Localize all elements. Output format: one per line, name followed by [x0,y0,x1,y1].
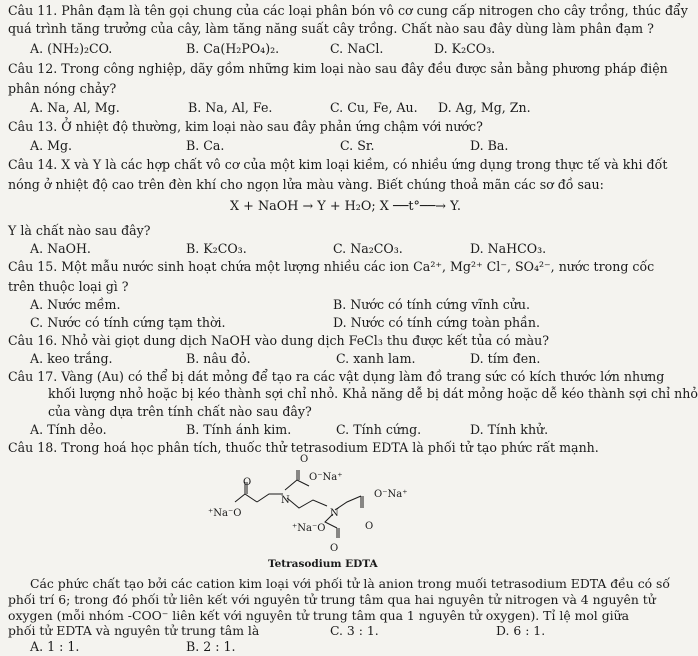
q13-option-d: D. Ba. [470,138,509,153]
atom-o-top: O [300,454,309,465]
q16-option-c: C. xanh lam. [336,351,416,366]
q14-stem-line1: Câu 14. X và Y là các hợp chất vô cơ của một kim loại kiềm, có nhiều ứng dụng trong thực tế và khi đốt [8,157,668,172]
q16-option-d: D. tím đen. [470,351,541,366]
q14-option-c: C. Na₂CO₃. [333,241,403,256]
q18-stem: Câu 18. Trong hoá học phân tích, thuốc thử tetrasodium EDTA là phối tử tạo phức rất mạnh. [8,440,599,455]
q17-stem-line3: của vàng dựa trên tính chất nào sau đây? [48,404,312,419]
q18-para-line2: phối trí 6; trong đó phối tử liên kết với nguyên tử trung tâm qua hai nguyên tử nitrogen và 4 nguyên tử [8,592,656,607]
q13-option-a: A. Mg. [30,138,73,153]
q17-option-b: B. Tính ánh kim. [186,422,292,437]
q15-stem-line1: Câu 15. Một mẫu nước sinh hoạt chứa một lượng nhiều các ion Ca²⁺, Mg²⁺ Cl⁻, SO₄²⁻, nước trong cốc [8,259,655,274]
q18-para-line4: phối tử EDTA và nguyên tử trung tâm là [8,623,260,638]
q12-option-b: B. Na, Al, Fe. [188,100,273,115]
q14-question: Y là chất nào sau đây? [8,223,151,238]
q17-option-a: A. Tính dẻo. [30,422,107,437]
atom-ona-right: O⁻Na⁺ [374,489,408,500]
q11-stem-line2: quá trình tăng trưởng của cây, làm tăng năng suất cây trồng. Chất nào sau đây dùng làm phân đạm ? [8,21,654,36]
q15-stem-line2: trên thuộc loại gì ? [8,279,129,294]
q16-option-b: B. nâu đỏ. [186,351,251,366]
q18-option-c: C. 3 : 1. [330,623,379,638]
q15-option-c: C. Nước có tính cứng tạm thời. [30,315,226,330]
q13-option-b: B. Ca. [186,138,225,153]
atom-nao-left: ⁺Na⁻O [208,508,242,519]
atom-ona-top: O⁻Na⁺ [309,472,343,483]
q13-stem: Câu 13. Ở nhiệt độ thường, kim loại nào sau đây phản ứng chậm với nước? [8,119,483,134]
q15-option-d: D. Nước có tính cứng toàn phần. [333,315,540,330]
q14-option-a: A. NaOH. [30,241,91,256]
q16-stem: Câu 16. Nhỏ vài giọt dung dịch NaOH vào dung dịch FeCl₃ thu được kết tủa có màu? [8,333,550,348]
q18-option-a: A. 1 : 1. [30,639,80,654]
q18-para-line3: oxygen (mỗi nhóm -COO⁻ liên kết với nguyên tử trung tâm qua 1 nguyên tử oxygen). Tỉ lệ mol giữa [8,608,629,623]
q11-option-a: A. (NH₂)₂CO. [30,41,113,56]
q18-para-line1: Các phức chất tạo bởi các cation kim loại với phối tử là anion trong muối tetrasodium EDTA đều có số [30,576,670,591]
q14-option-d: D. NaHCO₃. [470,241,547,256]
q11-option-c: C. NaCl. [330,41,384,56]
q12-option-c: C. Cu, Fe, Au. [330,100,418,115]
q17-option-d: D. Tính khử. [470,422,549,437]
q14-option-b: B. K₂CO₃. [186,241,247,256]
q13-option-c: C. Sr. [340,138,375,153]
q15-option-b: B. Nước có tính cứng vĩnh cửu. [333,297,530,312]
q14-stem-line2: nóng ở nhiệt độ cao trên đèn khí cho ngọn lửa màu vàng. Biết chúng thoả mãn các sơ đồ sau: [8,177,604,192]
q11-option-d: D. K₂CO₃. [434,41,496,56]
atom-o-left: O [243,477,252,488]
q17-stem-line1: Câu 17. Vàng (Au) có thể bị dát mỏng để tạo ra các vật dụng làm đồ trang sức có kích thước lớn nhưng [8,369,665,384]
q16-option-a: A. keo trắng. [30,351,113,366]
q14-reaction-scheme: X + NaOH → Y + H₂O; X ──t°──→ Y. [230,199,461,214]
atom-o-bottom: O [330,543,339,554]
q17-stem-line2: khối lượng nhỏ hoặc bị kéo thành sợi chỉ nhỏ. Khả năng dễ bị dát mỏng hoặc dễ kéo thành sợi chỉ nhỏ [48,386,698,401]
q12-option-a: A. Na, Al, Mg. [30,100,120,115]
q12-stem-line2: phân nóng chảy? [8,81,117,96]
q11-option-b: B. Ca(H₂PO₄)₂. [186,41,280,56]
q11-stem-line1: Câu 11. Phân đạm là tên gọi chung của các loại phân bón vô cơ cung cấp nitrogen cho cây trồng, thúc đẩy [8,3,688,18]
q18-option-b: B. 2 : 1. [186,639,236,654]
atom-n-left: N [281,495,290,506]
atom-o-right: O [365,521,374,532]
q12-stem-line1: Câu 12. Trong công nghiệp, dãy gồm những kim loại nào sau đây đều được sản bằng phương pháp điện [8,61,668,76]
q12-option-d: D. Ag, Mg, Zn. [438,100,531,115]
q18-option-d: D. 6 : 1. [496,623,546,638]
atom-nao-bottom: ⁺Na⁻O [292,523,326,534]
q17-option-c: C. Tính cứng. [336,422,422,437]
atom-n-right: N [330,508,339,519]
q15-option-a: A. Nước mềm. [30,297,121,312]
edta-caption: Tetrasodium EDTA [268,558,378,570]
